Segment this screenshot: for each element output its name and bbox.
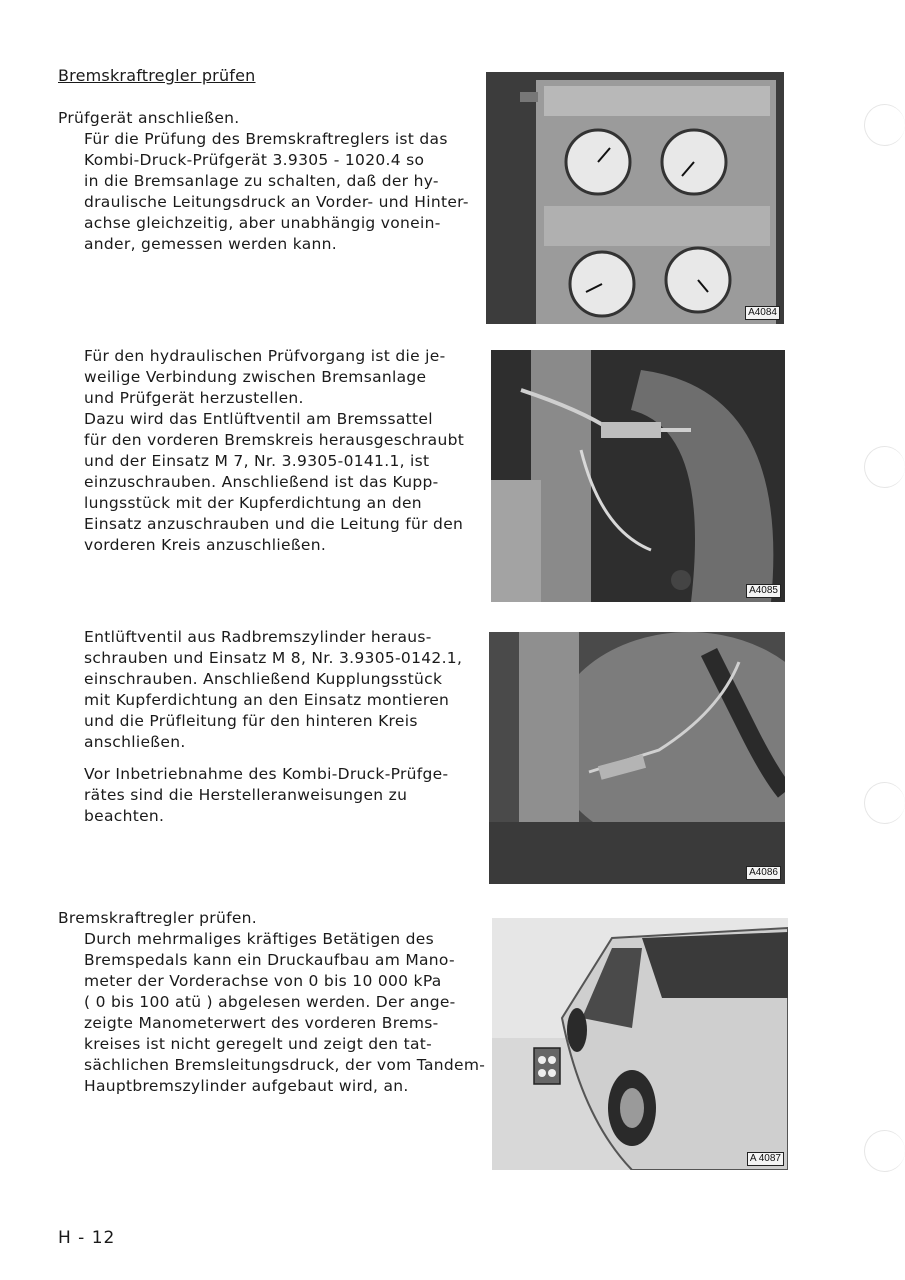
punch-hole-1	[864, 104, 905, 146]
rear-brake-illustration	[489, 632, 785, 884]
photo-pressure-gauge-unit	[486, 72, 784, 324]
section1-lead: Prüfgerät anschließen.	[58, 109, 240, 127]
photo-rear-brake-connection	[489, 632, 785, 884]
photo-label-a4084: A4084	[745, 306, 780, 320]
photo-car-with-tester	[492, 918, 788, 1170]
section2-body: Für den hydraulischen Prüfvorgang ist die je- weilige Verbindung zwischen Bremsanlage und Prüfgerät herzustellen. Dazu wird das Entlüftventil am Bremssattel für den vorderen Bremskreis herausgeschraubt und der Einsatz M 7, Nr. 3.9305-0141.1, ist einzuschrauben. Anschließend ist das Kupp- lungsstück mit der Kupferdichtung an den Einsatz anzuschrauben und die Leitung für den vorderen Kreis anzuschließen.	[84, 347, 465, 554]
photo-label-a4087: A 4087	[747, 1152, 784, 1166]
section4-body: Durch mehrmaliges kräftiges Betätigen des Bremspedals kann ein Druckaufbau am Mano- meter der Vorderachse von 0 bis 10 000 kPa ( 0 bis 100 atü ) abgelesen werden. Der ange- zeigte Manometerwert des vorderen Brems- kreises ist nicht geregelt und zeigt den tat- sächlichen Bremsleitungsdruck, der vom Tandem- Hauptbremszylinder aufgebaut wird, an.	[84, 930, 486, 1095]
section3-note: Vor Inbetriebnahme des Kombi-Druck-Prüfge- rätes sind die Herstelleranweisungen zu beachten.	[84, 765, 449, 825]
section1-body: Für die Prüfung des Bremskraftreglers ist das Kombi-Druck-Prüfgerät 3.9305 - 1020.4 so in die Bremsanlage zu schalten, daß der hy- draulische Leitungsdruck an Vorder- und Hinter- achse gleichzeitig, aber unabhängig vonein- ander, gemessen werden kann.	[84, 130, 469, 253]
page-heading: Bremskraftregler prüfen	[58, 66, 256, 85]
punch-hole-4	[864, 1130, 905, 1172]
photo-front-brake-connection	[491, 350, 785, 602]
car-illustration	[492, 918, 788, 1170]
gauge-unit-illustration	[486, 72, 784, 324]
page-number: H - 12	[58, 1228, 116, 1248]
punch-hole-2	[864, 446, 905, 488]
photo-label-a4086: A4086	[746, 866, 781, 880]
punch-hole-3	[864, 782, 905, 824]
front-brake-illustration	[491, 350, 785, 602]
photo-label-a4085: A4085	[746, 584, 781, 598]
section4-lead: Bremskraftregler prüfen.	[58, 909, 258, 927]
section3-body: Entlüftventil aus Radbremszylinder heraus- schrauben und Einsatz M 8, Nr. 3.9305-0142.1, einschrauben. Anschließend Kupplungsstück mit Kupferdichtung an den Einsatz montieren und die Prüfleitung für den hinteren Kreis anschließen.	[84, 628, 463, 751]
